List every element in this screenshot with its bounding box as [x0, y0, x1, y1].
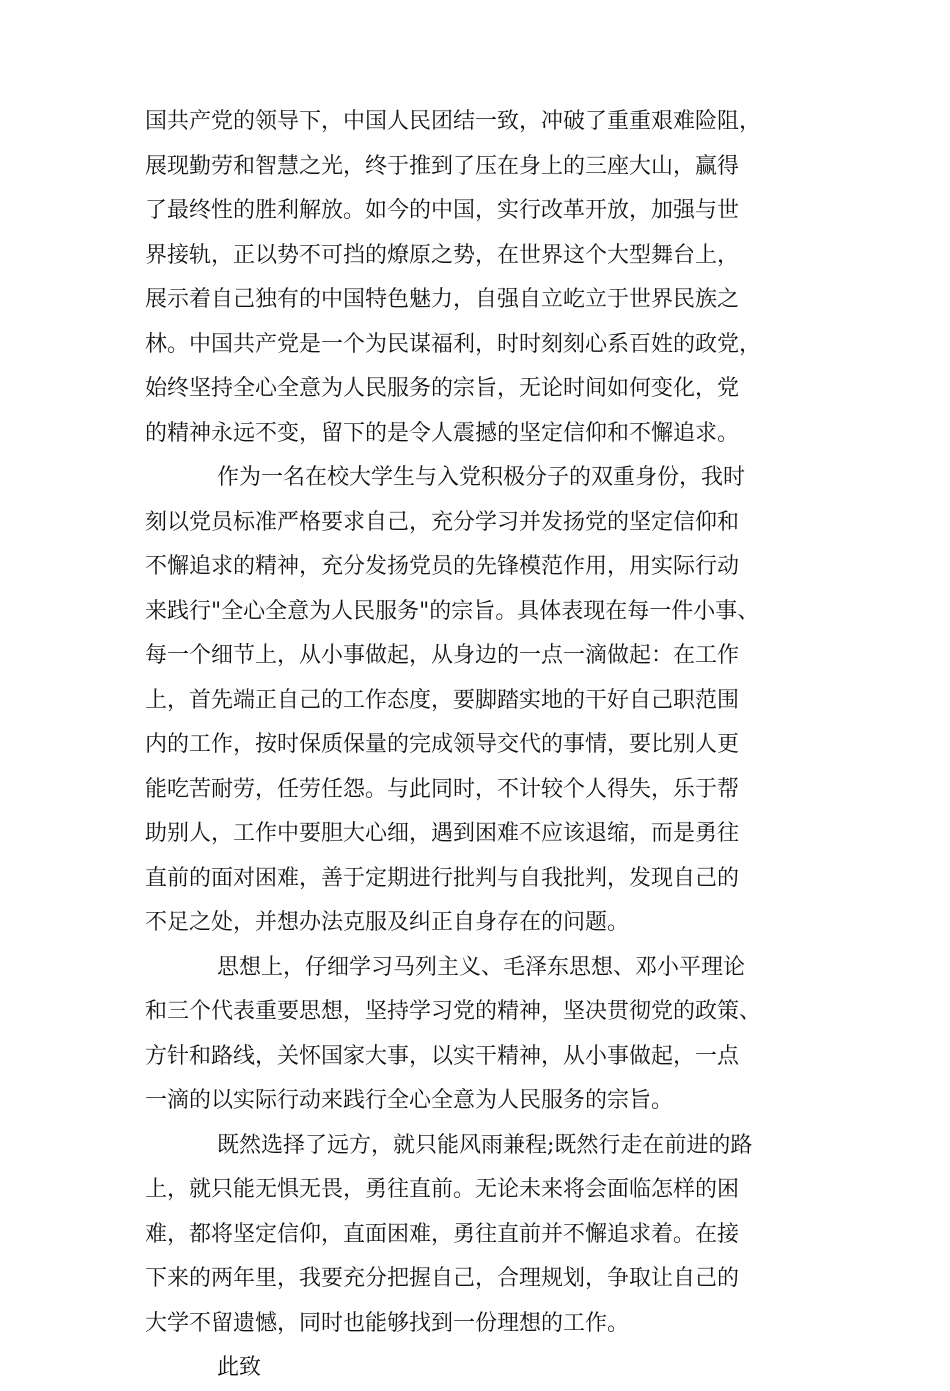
- text-line: 国共产党的领导下，中国人民团结一致，冲破了重重艰难险阻，: [145, 109, 762, 134]
- text-line: 不足之处，并想办法克服及纠正自身存在的问题。: [145, 910, 630, 935]
- text-line: 上，就只能无惧无畏，勇往直前。无论未来将会面临怎样的困: [145, 1177, 740, 1202]
- text-line: 始终坚持全心全意为人民服务的宗旨，无论时间如何变化，党: [145, 376, 740, 401]
- text-line: 了最终性的胜利解放。如今的中国，实行改革开放，加强与世: [145, 198, 740, 223]
- text-line: 能吃苦耐劳，任劳任怨。与此同时，不计较个人得失，乐于帮: [145, 776, 740, 802]
- text-line: 难，都将坚定信仰，直面困难，勇往直前并不懈追求着。在接: [145, 1221, 740, 1247]
- text-line: 界接轨，正以势不可挡的燎原之势，在世界这个大型舞台上，: [145, 242, 740, 268]
- text-line: 上，首先端正自己的工作态度，要脚踏实地的干好自己职范围: [145, 687, 740, 713]
- paragraph-first-line: 作为一名在校大学生与入党积极分子的双重身份，我时: [217, 465, 746, 490]
- text-line: 一滴的以实际行动来践行全心全意为人民服务的宗旨。: [145, 1088, 674, 1113]
- text-line: 内的工作，按时保质保量的完成领导交代的事情，要比别人更: [145, 732, 740, 757]
- text-line: 的精神永远不变，留下的是令人震撼的坚定信仰和不懈追求。: [145, 420, 740, 446]
- text-line: 和三个代表重要思想，坚持学习党的精神，坚决贯彻党的政策、: [145, 999, 762, 1024]
- text-line: 刻以党员标准严格要求自己，充分学习并发扬党的坚定信仰和: [145, 509, 740, 535]
- text-line: 大学不留遗憾，同时也能够找到一份理想的工作。: [145, 1310, 630, 1336]
- text-line: 助别人，工作中要胆大心细，遇到困难不应该退缩，而是勇往: [145, 821, 740, 846]
- text-line: 不懈追求的精神，充分发扬党员的先锋模范作用，用实际行动: [145, 554, 740, 579]
- paragraph-first-line: 既然选择了远方，就只能风雨兼程;既然行走在前进的路: [217, 1132, 753, 1158]
- text-line: 展示着自己独有的中国特色魅力，自强自立屹立于世界民族之: [145, 287, 740, 312]
- text-line: 下来的两年里，我要充分把握自己，合理规划，争取让自己的: [145, 1266, 740, 1291]
- text-line: 方针和路线，关怀国家大事，以实干精神，从小事做起，一点: [145, 1043, 740, 1069]
- text-line: 林。中国共产党是一个为民谋福利，时时刻刻心系百姓的政党，: [145, 331, 762, 357]
- document-body: [145, 100, 805, 1391]
- paragraph-first-line: 此致: [217, 1355, 262, 1380]
- paragraph-first-line: 思想上，仔细学习马列主义、毛泽东思想、邓小平理论: [217, 954, 746, 980]
- text-line: 来践行"全心全意为人民服务"的宗旨。具体表现在每一件小事、: [145, 598, 760, 624]
- text-line: 每一个细节上，从小事做起，从身边的一点一滴做起：在工作: [145, 643, 740, 668]
- text-line: 展现勤劳和智慧之光，终于推到了压在身上的三座大山，赢得: [145, 153, 740, 179]
- text-line: 直前的面对困难，善于定期进行批判与自我批判，发现自己的: [145, 865, 740, 891]
